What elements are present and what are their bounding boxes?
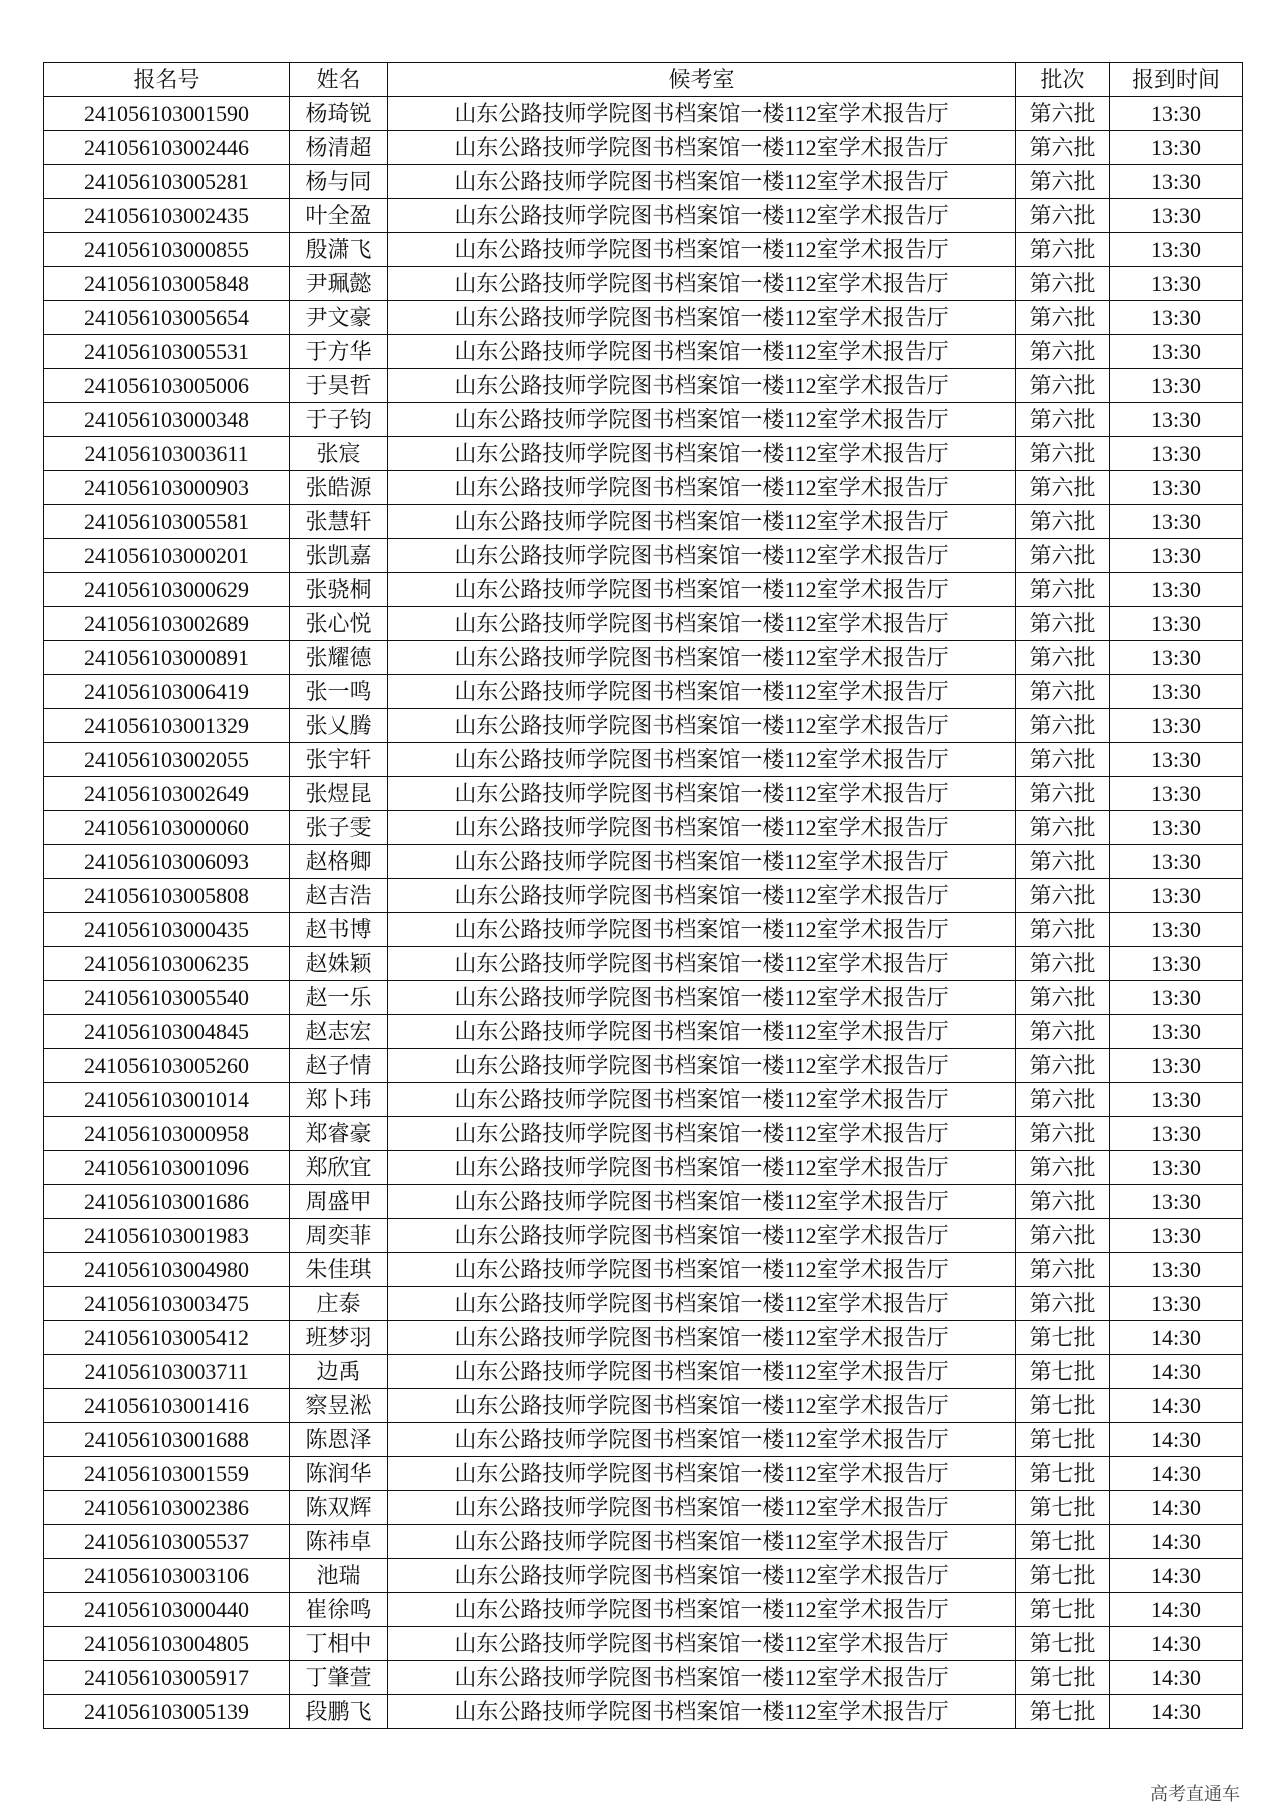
table-row <box>44 573 1243 607</box>
waiting-room-cell: 山东公路技师学院图书档案馆一楼112室学术报告厅 <box>388 879 1016 913</box>
table-row <box>44 1457 1243 1491</box>
batch-cell: 第六批 <box>1016 607 1110 641</box>
waiting-room-cell: 山东公路技师学院图书档案馆一楼112室学术报告厅 <box>388 573 1016 607</box>
waiting-room-cell: 山东公路技师学院图书档案馆一楼112室学术报告厅 <box>388 1593 1016 1627</box>
batch-cell: 第六批 <box>1016 1049 1110 1083</box>
registration-number-cell: 241056103000629 <box>44 573 290 607</box>
name-cell: 赵一乐 <box>290 981 388 1015</box>
report-time-cell: 13:30 <box>1110 97 1243 131</box>
registration-number-cell: 241056103003611 <box>44 437 290 471</box>
candidate-table <box>43 62 1243 1729</box>
table-row <box>44 335 1243 369</box>
name-cell: 叶全盈 <box>290 199 388 233</box>
batch-cell: 第六批 <box>1016 1083 1110 1117</box>
table-row <box>44 947 1243 981</box>
report-time-cell: 14:30 <box>1110 1627 1243 1661</box>
name-cell: 张凯嘉 <box>290 539 388 573</box>
table-row <box>44 1661 1243 1695</box>
waiting-room-cell: 山东公路技师学院图书档案馆一楼112室学术报告厅 <box>388 233 1016 267</box>
table-row <box>44 1321 1243 1355</box>
name-cell: 张乂腾 <box>290 709 388 743</box>
header-report-time: 报到时间 <box>1110 63 1243 97</box>
registration-number-cell: 241056103005540 <box>44 981 290 1015</box>
registration-number-cell: 241056103001329 <box>44 709 290 743</box>
registration-number-cell: 241056103003711 <box>44 1355 290 1389</box>
name-cell: 池瑞 <box>290 1559 388 1593</box>
waiting-room-cell: 山东公路技师学院图书档案馆一楼112室学术报告厅 <box>388 981 1016 1015</box>
name-cell: 尹珮懿 <box>290 267 388 301</box>
registration-number-cell: 241056103001686 <box>44 1185 290 1219</box>
table-row <box>44 131 1243 165</box>
header-registration-number: 报名号 <box>44 63 290 97</box>
table-row <box>44 1627 1243 1661</box>
name-cell: 张慧轩 <box>290 505 388 539</box>
waiting-room-cell: 山东公路技师学院图书档案馆一楼112室学术报告厅 <box>388 505 1016 539</box>
name-cell: 杨清超 <box>290 131 388 165</box>
registration-number-cell: 241056103000958 <box>44 1117 290 1151</box>
batch-cell: 第六批 <box>1016 1185 1110 1219</box>
report-time-cell: 13:30 <box>1110 335 1243 369</box>
table-row <box>44 165 1243 199</box>
report-time-cell: 13:30 <box>1110 573 1243 607</box>
waiting-room-cell: 山东公路技师学院图书档案馆一楼112室学术报告厅 <box>388 947 1016 981</box>
registration-number-cell: 241056103003475 <box>44 1287 290 1321</box>
table-row <box>44 1593 1243 1627</box>
batch-cell: 第六批 <box>1016 1015 1110 1049</box>
report-time-cell: 14:30 <box>1110 1695 1243 1729</box>
waiting-room-cell: 山东公路技师学院图书档案馆一楼112室学术报告厅 <box>388 1219 1016 1253</box>
table-row <box>44 1015 1243 1049</box>
batch-cell: 第七批 <box>1016 1593 1110 1627</box>
table-row <box>44 1287 1243 1321</box>
waiting-room-cell: 山东公路技师学院图书档案馆一楼112室学术报告厅 <box>388 1253 1016 1287</box>
waiting-room-cell: 山东公路技师学院图书档案馆一楼112室学术报告厅 <box>388 131 1016 165</box>
name-cell: 张子雯 <box>290 811 388 845</box>
batch-cell: 第六批 <box>1016 539 1110 573</box>
waiting-room-cell: 山东公路技师学院图书档案馆一楼112室学术报告厅 <box>388 539 1016 573</box>
batch-cell: 第六批 <box>1016 675 1110 709</box>
name-cell: 于方华 <box>290 335 388 369</box>
batch-cell: 第六批 <box>1016 131 1110 165</box>
name-cell: 赵志宏 <box>290 1015 388 1049</box>
report-time-cell: 13:30 <box>1110 641 1243 675</box>
report-time-cell: 13:30 <box>1110 471 1243 505</box>
table-row <box>44 471 1243 505</box>
waiting-room-cell: 山东公路技师学院图书档案馆一楼112室学术报告厅 <box>388 1627 1016 1661</box>
registration-number-cell: 241056103005654 <box>44 301 290 335</box>
report-time-cell: 13:30 <box>1110 981 1243 1015</box>
report-time-cell: 13:30 <box>1110 199 1243 233</box>
report-time-cell: 13:30 <box>1110 879 1243 913</box>
batch-cell: 第六批 <box>1016 301 1110 335</box>
registration-number-cell: 241056103002446 <box>44 131 290 165</box>
table-row <box>44 1559 1243 1593</box>
name-cell: 陈双辉 <box>290 1491 388 1525</box>
table-body <box>44 97 1243 1729</box>
name-cell: 边禹 <box>290 1355 388 1389</box>
report-time-cell: 13:30 <box>1110 709 1243 743</box>
report-time-cell: 13:30 <box>1110 675 1243 709</box>
batch-cell: 第六批 <box>1016 573 1110 607</box>
waiting-room-cell: 山东公路技师学院图书档案馆一楼112室学术报告厅 <box>388 1525 1016 1559</box>
batch-cell: 第六批 <box>1016 199 1110 233</box>
waiting-room-cell: 山东公路技师学院图书档案馆一楼112室学术报告厅 <box>388 1321 1016 1355</box>
waiting-room-cell: 山东公路技师学院图书档案馆一楼112室学术报告厅 <box>388 97 1016 131</box>
waiting-room-cell: 山东公路技师学院图书档案馆一楼112室学术报告厅 <box>388 1491 1016 1525</box>
waiting-room-cell: 山东公路技师学院图书档案馆一楼112室学术报告厅 <box>388 471 1016 505</box>
report-time-cell: 13:30 <box>1110 1219 1243 1253</box>
name-cell: 丁肇萱 <box>290 1661 388 1695</box>
batch-cell: 第六批 <box>1016 845 1110 879</box>
registration-number-cell: 241056103006419 <box>44 675 290 709</box>
batch-cell: 第六批 <box>1016 335 1110 369</box>
header-name: 姓名 <box>290 63 388 97</box>
report-time-cell: 13:30 <box>1110 1015 1243 1049</box>
batch-cell: 第六批 <box>1016 743 1110 777</box>
name-cell: 于昊哲 <box>290 369 388 403</box>
batch-cell: 第六批 <box>1016 709 1110 743</box>
name-cell: 赵姝颖 <box>290 947 388 981</box>
name-cell: 周奕菲 <box>290 1219 388 1253</box>
registration-number-cell: 241056103000440 <box>44 1593 290 1627</box>
table-row <box>44 1185 1243 1219</box>
registration-number-cell: 241056103003106 <box>44 1559 290 1593</box>
waiting-room-cell: 山东公路技师学院图书档案馆一楼112室学术报告厅 <box>388 709 1016 743</box>
batch-cell: 第六批 <box>1016 267 1110 301</box>
report-time-cell: 13:30 <box>1110 947 1243 981</box>
batch-cell: 第六批 <box>1016 233 1110 267</box>
report-time-cell: 13:30 <box>1110 1253 1243 1287</box>
waiting-room-cell: 山东公路技师学院图书档案馆一楼112室学术报告厅 <box>388 267 1016 301</box>
waiting-room-cell: 山东公路技师学院图书档案馆一楼112室学术报告厅 <box>388 1695 1016 1729</box>
waiting-room-cell: 山东公路技师学院图书档案馆一楼112室学术报告厅 <box>388 1049 1016 1083</box>
waiting-room-cell: 山东公路技师学院图书档案馆一楼112室学术报告厅 <box>388 845 1016 879</box>
registration-number-cell: 241056103001688 <box>44 1423 290 1457</box>
registration-number-cell: 241056103005531 <box>44 335 290 369</box>
batch-cell: 第六批 <box>1016 1151 1110 1185</box>
report-time-cell: 14:30 <box>1110 1423 1243 1457</box>
batch-cell: 第七批 <box>1016 1559 1110 1593</box>
batch-cell: 第六批 <box>1016 437 1110 471</box>
waiting-room-cell: 山东公路技师学院图书档案馆一楼112室学术报告厅 <box>388 1457 1016 1491</box>
table-row <box>44 233 1243 267</box>
registration-number-cell: 241056103000201 <box>44 539 290 573</box>
name-cell: 庄泰 <box>290 1287 388 1321</box>
report-time-cell: 14:30 <box>1110 1457 1243 1491</box>
waiting-room-cell: 山东公路技师学院图书档案馆一楼112室学术报告厅 <box>388 1559 1016 1593</box>
batch-cell: 第六批 <box>1016 403 1110 437</box>
registration-number-cell: 241056103001559 <box>44 1457 290 1491</box>
table-row <box>44 743 1243 777</box>
table-row <box>44 1151 1243 1185</box>
batch-cell: 第七批 <box>1016 1423 1110 1457</box>
waiting-room-cell: 山东公路技师学院图书档案馆一楼112室学术报告厅 <box>388 403 1016 437</box>
registration-number-cell: 241056103005848 <box>44 267 290 301</box>
report-time-cell: 13:30 <box>1110 607 1243 641</box>
registration-number-cell: 241056103000855 <box>44 233 290 267</box>
name-cell: 赵书博 <box>290 913 388 947</box>
batch-cell: 第六批 <box>1016 879 1110 913</box>
table-row <box>44 1423 1243 1457</box>
waiting-room-cell: 山东公路技师学院图书档案馆一楼112室学术报告厅 <box>388 913 1016 947</box>
name-cell: 丁相中 <box>290 1627 388 1661</box>
waiting-room-cell: 山东公路技师学院图书档案馆一楼112室学术报告厅 <box>388 437 1016 471</box>
registration-number-cell: 241056103001096 <box>44 1151 290 1185</box>
table-row <box>44 1695 1243 1729</box>
table-row <box>44 845 1243 879</box>
name-cell: 段鹏飞 <box>290 1695 388 1729</box>
table-row <box>44 403 1243 437</box>
batch-cell: 第六批 <box>1016 471 1110 505</box>
name-cell: 察昱淞 <box>290 1389 388 1423</box>
batch-cell: 第六批 <box>1016 505 1110 539</box>
name-cell: 朱佳琪 <box>290 1253 388 1287</box>
name-cell: 杨琦锐 <box>290 97 388 131</box>
waiting-room-cell: 山东公路技师学院图书档案馆一楼112室学术报告厅 <box>388 1117 1016 1151</box>
registration-number-cell: 241056103002435 <box>44 199 290 233</box>
batch-cell: 第七批 <box>1016 1695 1110 1729</box>
registration-number-cell: 241056103005412 <box>44 1321 290 1355</box>
batch-cell: 第六批 <box>1016 1219 1110 1253</box>
report-time-cell: 13:30 <box>1110 131 1243 165</box>
registration-number-cell: 241056103002649 <box>44 777 290 811</box>
batch-cell: 第六批 <box>1016 777 1110 811</box>
table-header <box>44 63 1243 97</box>
table-row <box>44 981 1243 1015</box>
waiting-room-cell: 山东公路技师学院图书档案馆一楼112室学术报告厅 <box>388 607 1016 641</box>
waiting-room-cell: 山东公路技师学院图书档案馆一楼112室学术报告厅 <box>388 301 1016 335</box>
registration-number-cell: 241056103005260 <box>44 1049 290 1083</box>
name-cell: 赵子情 <box>290 1049 388 1083</box>
name-cell: 张骁桐 <box>290 573 388 607</box>
header-batch: 批次 <box>1016 63 1110 97</box>
table-row <box>44 199 1243 233</box>
batch-cell: 第六批 <box>1016 369 1110 403</box>
report-time-cell: 13:30 <box>1110 369 1243 403</box>
waiting-room-cell: 山东公路技师学院图书档案馆一楼112室学术报告厅 <box>388 165 1016 199</box>
table-row <box>44 1083 1243 1117</box>
batch-cell: 第七批 <box>1016 1491 1110 1525</box>
name-cell: 陈恩泽 <box>290 1423 388 1457</box>
table-row <box>44 675 1243 709</box>
batch-cell: 第六批 <box>1016 1253 1110 1287</box>
registration-number-cell: 241056103002689 <box>44 607 290 641</box>
name-cell: 张宇轩 <box>290 743 388 777</box>
table-row <box>44 1491 1243 1525</box>
report-time-cell: 13:30 <box>1110 913 1243 947</box>
report-time-cell: 13:30 <box>1110 267 1243 301</box>
waiting-room-cell: 山东公路技师学院图书档案馆一楼112室学术报告厅 <box>388 369 1016 403</box>
registration-number-cell: 241056103005917 <box>44 1661 290 1695</box>
report-time-cell: 13:30 <box>1110 1049 1243 1083</box>
report-time-cell: 13:30 <box>1110 743 1243 777</box>
header-row <box>44 63 1243 97</box>
table-row <box>44 709 1243 743</box>
name-cell: 崔徐鸣 <box>290 1593 388 1627</box>
batch-cell: 第六批 <box>1016 981 1110 1015</box>
table-row <box>44 369 1243 403</box>
table-row <box>44 879 1243 913</box>
table-row <box>44 539 1243 573</box>
name-cell: 郑睿豪 <box>290 1117 388 1151</box>
registration-number-cell: 241056103005581 <box>44 505 290 539</box>
batch-cell: 第七批 <box>1016 1525 1110 1559</box>
name-cell: 张一鸣 <box>290 675 388 709</box>
registration-number-cell: 241056103000060 <box>44 811 290 845</box>
watermark-text: 高考直通车 <box>1150 1784 1240 1805</box>
batch-cell: 第六批 <box>1016 641 1110 675</box>
waiting-room-cell: 山东公路技师学院图书档案馆一楼112室学术报告厅 <box>388 335 1016 369</box>
table-row <box>44 505 1243 539</box>
report-time-cell: 13:30 <box>1110 1287 1243 1321</box>
header-waiting-room: 候考室 <box>388 63 1016 97</box>
name-cell: 张宸 <box>290 437 388 471</box>
batch-cell: 第六批 <box>1016 1117 1110 1151</box>
name-cell: 周盛甲 <box>290 1185 388 1219</box>
batch-cell: 第七批 <box>1016 1355 1110 1389</box>
table-row <box>44 607 1243 641</box>
batch-cell: 第六批 <box>1016 97 1110 131</box>
report-time-cell: 13:30 <box>1110 1117 1243 1151</box>
waiting-room-cell: 山东公路技师学院图书档案馆一楼112室学术报告厅 <box>388 1423 1016 1457</box>
table-row <box>44 913 1243 947</box>
registration-number-cell: 241056103001014 <box>44 1083 290 1117</box>
table-row <box>44 301 1243 335</box>
report-time-cell: 13:30 <box>1110 437 1243 471</box>
name-cell: 殷潇飞 <box>290 233 388 267</box>
report-time-cell: 13:30 <box>1110 1151 1243 1185</box>
name-cell: 张耀德 <box>290 641 388 675</box>
report-time-cell: 14:30 <box>1110 1559 1243 1593</box>
registration-number-cell: 241056103005808 <box>44 879 290 913</box>
waiting-room-cell: 山东公路技师学院图书档案馆一楼112室学术报告厅 <box>388 1355 1016 1389</box>
waiting-room-cell: 山东公路技师学院图书档案馆一楼112室学术报告厅 <box>388 1185 1016 1219</box>
waiting-room-cell: 山东公路技师学院图书档案馆一楼112室学术报告厅 <box>388 1083 1016 1117</box>
registration-number-cell: 241056103006093 <box>44 845 290 879</box>
batch-cell: 第六批 <box>1016 947 1110 981</box>
registration-number-cell: 241056103002055 <box>44 743 290 777</box>
batch-cell: 第七批 <box>1016 1389 1110 1423</box>
report-time-cell: 14:30 <box>1110 1355 1243 1389</box>
table-row <box>44 267 1243 301</box>
waiting-room-cell: 山东公路技师学院图书档案馆一楼112室学术报告厅 <box>388 1389 1016 1423</box>
table-row <box>44 1389 1243 1423</box>
waiting-room-cell: 山东公路技师学院图书档案馆一楼112室学术报告厅 <box>388 675 1016 709</box>
report-time-cell: 14:30 <box>1110 1491 1243 1525</box>
waiting-room-cell: 山东公路技师学院图书档案馆一楼112室学术报告厅 <box>388 777 1016 811</box>
name-cell: 杨与同 <box>290 165 388 199</box>
registration-number-cell: 241056103004805 <box>44 1627 290 1661</box>
name-cell: 尹文豪 <box>290 301 388 335</box>
report-time-cell: 13:30 <box>1110 505 1243 539</box>
report-time-cell: 13:30 <box>1110 301 1243 335</box>
report-time-cell: 13:30 <box>1110 1185 1243 1219</box>
batch-cell: 第六批 <box>1016 165 1110 199</box>
registration-number-cell: 241056103000903 <box>44 471 290 505</box>
table-row <box>44 641 1243 675</box>
document-sheet <box>43 62 1243 1729</box>
table-row <box>44 1525 1243 1559</box>
batch-cell: 第六批 <box>1016 913 1110 947</box>
batch-cell: 第七批 <box>1016 1661 1110 1695</box>
waiting-room-cell: 山东公路技师学院图书档案馆一楼112室学术报告厅 <box>388 811 1016 845</box>
table-row <box>44 1049 1243 1083</box>
report-time-cell: 14:30 <box>1110 1593 1243 1627</box>
name-cell: 于子钧 <box>290 403 388 437</box>
table-row <box>44 1117 1243 1151</box>
report-time-cell: 13:30 <box>1110 539 1243 573</box>
waiting-room-cell: 山东公路技师学院图书档案馆一楼112室学术报告厅 <box>388 199 1016 233</box>
registration-number-cell: 241056103001590 <box>44 97 290 131</box>
name-cell: 张心悦 <box>290 607 388 641</box>
name-cell: 陈润华 <box>290 1457 388 1491</box>
name-cell: 陈祎卓 <box>290 1525 388 1559</box>
registration-number-cell: 241056103004845 <box>44 1015 290 1049</box>
registration-number-cell: 241056103005537 <box>44 1525 290 1559</box>
name-cell: 郑欣宜 <box>290 1151 388 1185</box>
name-cell: 赵格卿 <box>290 845 388 879</box>
name-cell: 郑卜玮 <box>290 1083 388 1117</box>
report-time-cell: 13:30 <box>1110 233 1243 267</box>
table-row <box>44 777 1243 811</box>
registration-number-cell: 241056103000435 <box>44 913 290 947</box>
report-time-cell: 14:30 <box>1110 1661 1243 1695</box>
report-time-cell: 14:30 <box>1110 1321 1243 1355</box>
report-time-cell: 13:30 <box>1110 1083 1243 1117</box>
table-row <box>44 1355 1243 1389</box>
registration-number-cell: 241056103000348 <box>44 403 290 437</box>
table-row <box>44 437 1243 471</box>
report-time-cell: 14:30 <box>1110 1525 1243 1559</box>
waiting-room-cell: 山东公路技师学院图书档案馆一楼112室学术报告厅 <box>388 1287 1016 1321</box>
registration-number-cell: 241056103001416 <box>44 1389 290 1423</box>
waiting-room-cell: 山东公路技师学院图书档案馆一楼112室学术报告厅 <box>388 1661 1016 1695</box>
report-time-cell: 14:30 <box>1110 1389 1243 1423</box>
name-cell: 班梦羽 <box>290 1321 388 1355</box>
registration-number-cell: 241056103005006 <box>44 369 290 403</box>
table-row <box>44 1253 1243 1287</box>
table-row <box>44 1219 1243 1253</box>
registration-number-cell: 241056103004980 <box>44 1253 290 1287</box>
registration-number-cell: 241056103005139 <box>44 1695 290 1729</box>
table-row <box>44 811 1243 845</box>
waiting-room-cell: 山东公路技师学院图书档案馆一楼112室学术报告厅 <box>388 1015 1016 1049</box>
registration-number-cell: 241056103001983 <box>44 1219 290 1253</box>
waiting-room-cell: 山东公路技师学院图书档案馆一楼112室学术报告厅 <box>388 743 1016 777</box>
report-time-cell: 13:30 <box>1110 811 1243 845</box>
registration-number-cell: 241056103006235 <box>44 947 290 981</box>
report-time-cell: 13:30 <box>1110 403 1243 437</box>
report-time-cell: 13:30 <box>1110 165 1243 199</box>
name-cell: 张煜昆 <box>290 777 388 811</box>
waiting-room-cell: 山东公路技师学院图书档案馆一楼112室学术报告厅 <box>388 641 1016 675</box>
waiting-room-cell: 山东公路技师学院图书档案馆一楼112室学术报告厅 <box>388 1151 1016 1185</box>
name-cell: 张皓源 <box>290 471 388 505</box>
table-row <box>44 97 1243 131</box>
batch-cell: 第六批 <box>1016 811 1110 845</box>
registration-number-cell: 241056103005281 <box>44 165 290 199</box>
batch-cell: 第七批 <box>1016 1457 1110 1491</box>
report-time-cell: 13:30 <box>1110 845 1243 879</box>
registration-number-cell: 241056103000891 <box>44 641 290 675</box>
report-time-cell: 13:30 <box>1110 777 1243 811</box>
batch-cell: 第七批 <box>1016 1627 1110 1661</box>
batch-cell: 第七批 <box>1016 1321 1110 1355</box>
registration-number-cell: 241056103002386 <box>44 1491 290 1525</box>
batch-cell: 第六批 <box>1016 1287 1110 1321</box>
name-cell: 赵吉浩 <box>290 879 388 913</box>
